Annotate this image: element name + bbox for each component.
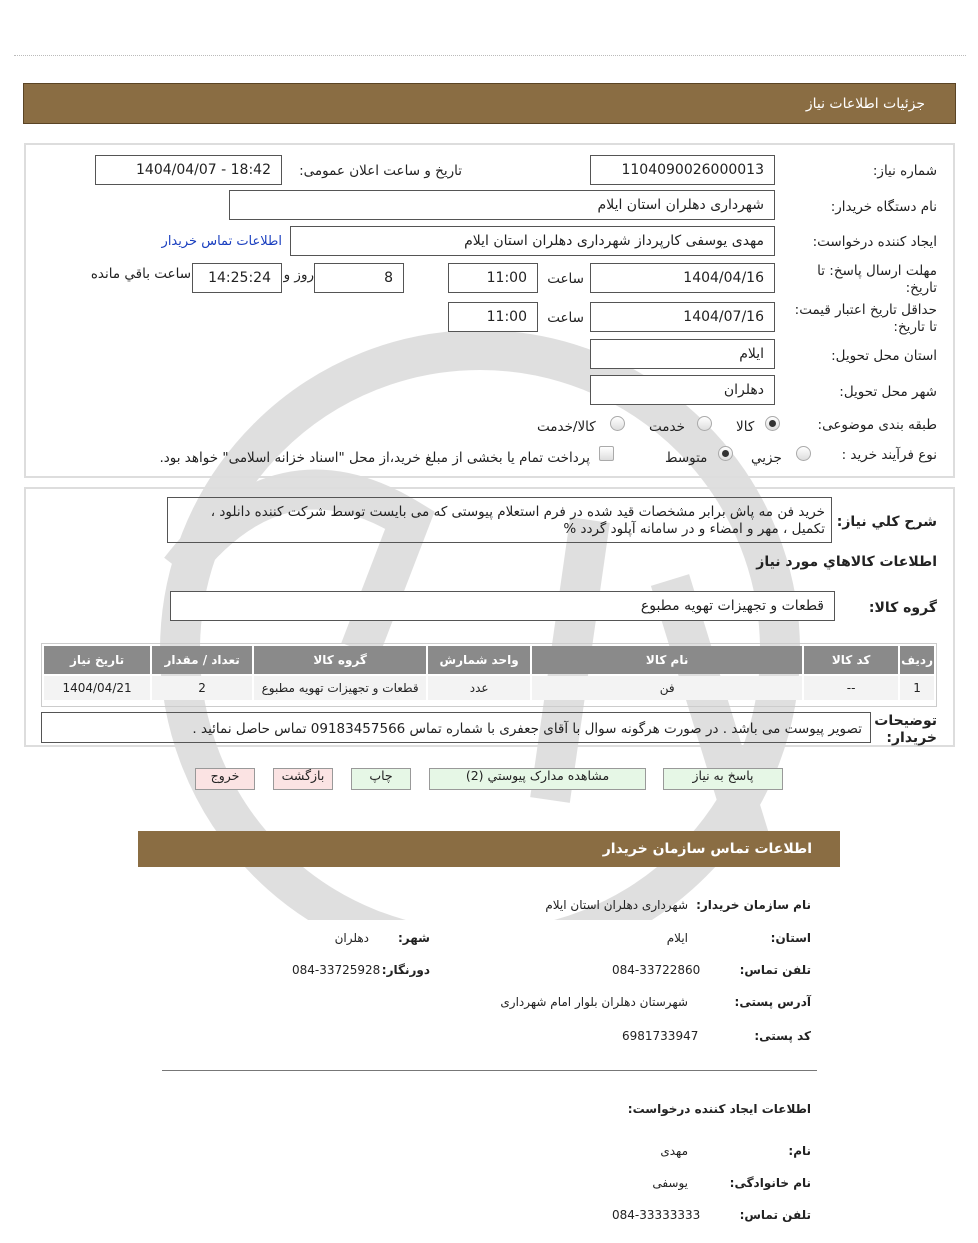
- treasury-note: پرداخت تمام یا بخشی از مبلغ خرید،از محل "اسناد خزانه اسلامی" خواهد بود.: [159, 450, 590, 466]
- cell-group: قطعات و تجهیزات تهویه مطبوع: [261, 681, 419, 695]
- requester-field: مهدی یوسفی کارپرداز شهرداری دهلران استان ایلام: [290, 226, 775, 256]
- reply-time-label: ساعت: [547, 271, 584, 287]
- fax-label: دورنگار:: [381, 963, 430, 977]
- contact-divider: [162, 1070, 817, 1071]
- buyer-notes-label: توضیحات خریدار:: [874, 713, 937, 746]
- delivery-province-label: استان محل تحویل:: [831, 348, 937, 364]
- page-header: [23, 83, 956, 124]
- page-title: جزئیات اطلاعات نیاز: [805, 96, 925, 112]
- purchase-medium-radio[interactable]: [718, 446, 733, 461]
- items-table: [42, 644, 936, 702]
- buyer-org-field: شهرداری دهلران استان ایلام: [229, 190, 775, 220]
- validity-time-label: ساعت: [547, 310, 584, 326]
- phone-value: 084-33722860: [612, 963, 701, 977]
- buyer-org-label: نام دستگاه خریدار:: [830, 199, 937, 215]
- goods-group-label: گروه کالا:: [868, 600, 937, 616]
- province-label: استان:: [770, 931, 811, 945]
- postal-value: 6981733947: [622, 1029, 699, 1043]
- requester-label: ایجاد کننده درخواست:: [812, 234, 937, 250]
- family-value: یوسفی: [652, 1176, 688, 1190]
- buyer-notes-field: تصویر پیوست می باشد . در صورت هرگونه سوال با آقای جعفری با شماره تماس 09183457566 تماس حاصل نمائید .: [41, 712, 871, 743]
- attachments-button[interactable]: مشاهده مدارک پیوستي (2): [429, 768, 646, 790]
- province-value: ایلام: [666, 931, 688, 945]
- family-label: نام خانوادگی:: [729, 1176, 811, 1190]
- purchase-minor-radio[interactable]: [796, 446, 811, 461]
- col-name: نام کالا: [532, 646, 802, 674]
- cell-qty: 2: [198, 681, 206, 695]
- contact-header: [138, 831, 840, 867]
- col-date: تاریخ نیاز: [44, 646, 150, 674]
- delivery-province-field: ایلام: [590, 339, 775, 369]
- city-value: دهلران: [334, 931, 369, 945]
- purchase-type-label: نوع فرآیند خرید :: [841, 447, 937, 463]
- cell-row: 1: [913, 681, 921, 695]
- goods-info-title: اطلاعات کالاهاي مورد نیاز: [756, 554, 937, 570]
- treasury-checkbox[interactable]: [599, 446, 614, 461]
- creator-phone-label: تلفن تماس:: [739, 1208, 811, 1222]
- category-goods-service-label: کالا/خدمت: [537, 419, 596, 435]
- reply-deadline-label: مهلت ارسال پاسخ: تا تاریخ:: [817, 263, 937, 296]
- address-label: آدرس پستی:: [734, 995, 811, 1009]
- cell-code: --: [846, 681, 856, 695]
- announce-datetime-field: 1404/04/07 - 18:42: [95, 155, 282, 185]
- reply-time-field: 11:00: [448, 263, 538, 293]
- category-service-label: خدمت: [649, 419, 685, 435]
- table-header-row: [44, 646, 934, 674]
- top-divider: [14, 55, 966, 56]
- purchase-minor-label: جزیي: [751, 450, 782, 466]
- category-goods-label: کالا: [736, 419, 755, 435]
- col-group: گروه کالا: [254, 646, 426, 674]
- category-service-radio[interactable]: [697, 416, 712, 431]
- category-goods-radio[interactable]: [765, 416, 780, 431]
- org-value: شهرداری دهلران استان ایلام: [545, 898, 688, 912]
- goods-group-field: قطعات و تجهیزات تهویه مطبوع: [170, 591, 835, 621]
- description-field: خرید فن مه پاش برابر مشخصات قید شده در فرم استعلام پیوستی که می بایست توسط شرکت کننده دانلود ، تکمیل ، مهر و امضاء و در سامانه آپلود گردد %: [167, 497, 832, 543]
- items-table-wrapper: [41, 643, 937, 707]
- category-label: طبقه بندی موضوعی:: [817, 417, 937, 433]
- creator-title: اطلاعات ایجاد کننده درخواست:: [627, 1102, 811, 1116]
- name-value: مهدی: [660, 1144, 688, 1158]
- org-label: نام سازمان خریدار:: [696, 898, 811, 912]
- time-remaining-label: ساعت باقي مانده: [90, 266, 191, 282]
- purchase-medium-label: متوسط: [665, 450, 708, 466]
- days-remaining-field: 8: [314, 263, 404, 293]
- table-row: [44, 676, 934, 700]
- back-button[interactable]: بازگشت: [273, 768, 333, 790]
- validity-time-field: 11:00: [448, 302, 538, 332]
- name-label: نام:: [788, 1144, 811, 1158]
- delivery-city-field: دهلران: [590, 375, 775, 405]
- fax-value: 084-33725928: [292, 963, 381, 977]
- col-code: کد کالا: [804, 646, 898, 674]
- cell-date: 1404/04/21: [62, 681, 132, 695]
- city-label: شهر:: [398, 931, 430, 945]
- need-number-label: شماره نیاز:: [872, 163, 937, 179]
- delivery-city-label: شهر محل تحویل:: [839, 384, 937, 400]
- price-validity-label: حداقل تاریخ اعتبار قیمت: تا تاریخ:: [794, 302, 937, 335]
- reply-date-field: 1404/04/16: [590, 263, 775, 293]
- print-button[interactable]: چاپ: [351, 768, 411, 790]
- col-unit: واحد شمارش: [428, 646, 530, 674]
- need-number-field: 1104090026000013: [590, 155, 775, 185]
- contact-title: اطلاعات تماس سازمان خریدار: [602, 841, 812, 857]
- buyer-contact-link[interactable]: اطلاعات تماس خریدار: [161, 234, 282, 249]
- address-value: شهرستان دهلران بلوار امام شهرداری: [500, 995, 688, 1009]
- phone-label: تلفن تماس:: [739, 963, 811, 977]
- cell-unit: عدد: [469, 681, 489, 695]
- creator-phone-value: 084-33333333: [612, 1208, 701, 1222]
- announce-datetime-label: تاریخ و ساعت اعلان عمومی:: [299, 163, 462, 179]
- category-goods-service-radio[interactable]: [610, 416, 625, 431]
- cell-name: فن: [659, 681, 675, 695]
- postal-label: کد پستی:: [754, 1029, 811, 1043]
- exit-button[interactable]: خروج: [195, 768, 255, 790]
- col-row: ردیف: [900, 646, 934, 674]
- validity-date-field: 1404/07/16: [590, 302, 775, 332]
- col-qty: تعداد / مقدار: [152, 646, 252, 674]
- description-label: شرح کلي نیاز:: [836, 514, 937, 530]
- reply-button[interactable]: پاسخ به نیاز: [663, 768, 783, 790]
- time-remaining-field: 14:25:24: [192, 263, 282, 293]
- days-label: روز و: [283, 267, 314, 283]
